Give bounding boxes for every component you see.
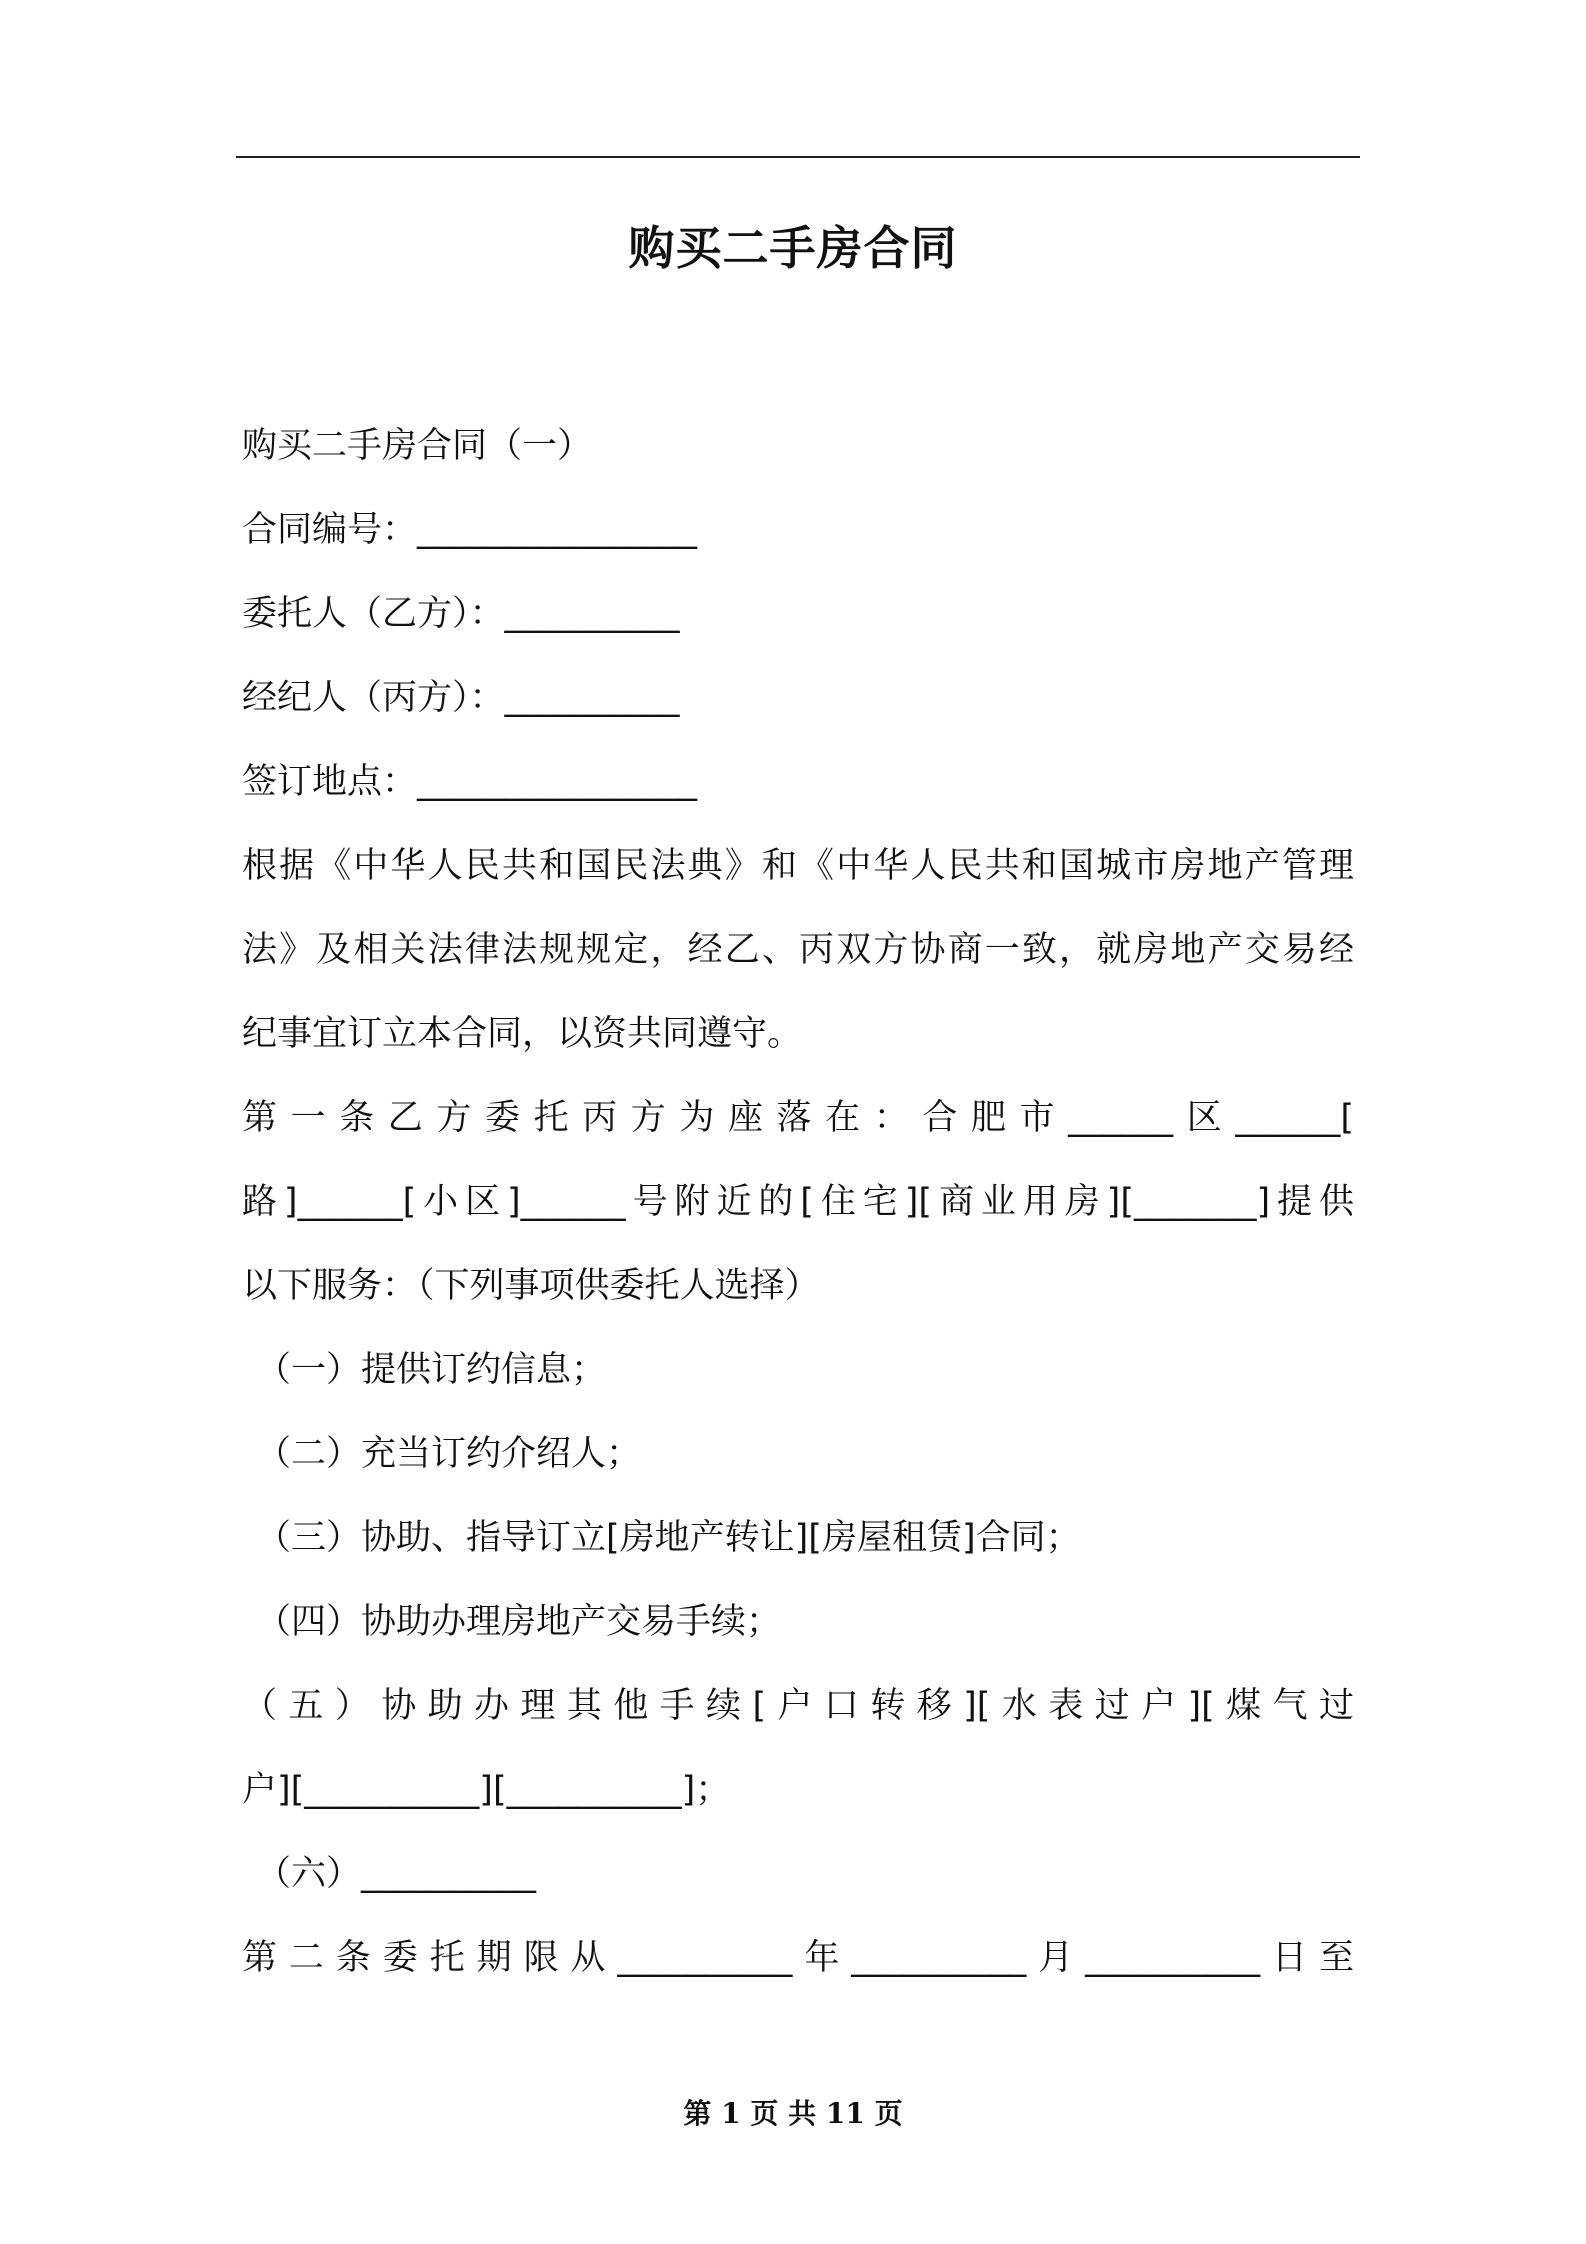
service-item: （四）协助办理房地产交易手续； [256,1602,782,1642]
page-footer: 第 1 页 共 11 页 [683,2097,903,2130]
article-1-line: 路]______[小区]______号附近的[住宅][商业用房][_______]提供 [242,1182,1354,1222]
contract-number-field: 合同编号：________________ [242,510,698,550]
preamble-line: 法》及相关法律法规规定，经乙、丙双方协商一致，就房地产交易经 [242,930,1354,970]
section-heading: 购买二手房合同（一） [242,426,593,466]
service-item: （一）提供订约信息； [256,1350,607,1390]
service-item: （三）协助、指导订立[房地产转让][房屋租赁]合同； [256,1518,1081,1558]
preamble-line: 纪事宜订立本合同，以资共同遵守。 [242,1014,803,1054]
service-item: （二）充当订约介绍人； [256,1434,642,1474]
service-item: （六）__________ [256,1854,537,1894]
article-1-line: 第一条乙方委托丙方为座落在：合肥市______区______[ [242,1098,1354,1138]
signing-location-field: 签订地点：________________ [242,762,698,802]
header-rule [236,156,1360,158]
article-1-line: 以下服务：（下列事项供委托人选择） [242,1266,820,1306]
broker-field: 经纪人（丙方）：__________ [242,678,680,718]
client-field: 委托人（乙方）：__________ [242,594,680,634]
article-2-line: 第二条委托期限从__________年__________月__________日至 [242,1938,1354,1978]
preamble-line: 根据《中华人民共和国民法典》和《中华人民共和国城市房地产管理 [242,846,1354,886]
document-title: 购买二手房合同 [628,221,958,275]
service-item: 户][__________][__________]； [242,1770,731,1810]
document-body [242,404,1354,2000]
service-item: （五）协助办理其他手续[户口转移][水表过户][煤气过 [242,1686,1354,1726]
